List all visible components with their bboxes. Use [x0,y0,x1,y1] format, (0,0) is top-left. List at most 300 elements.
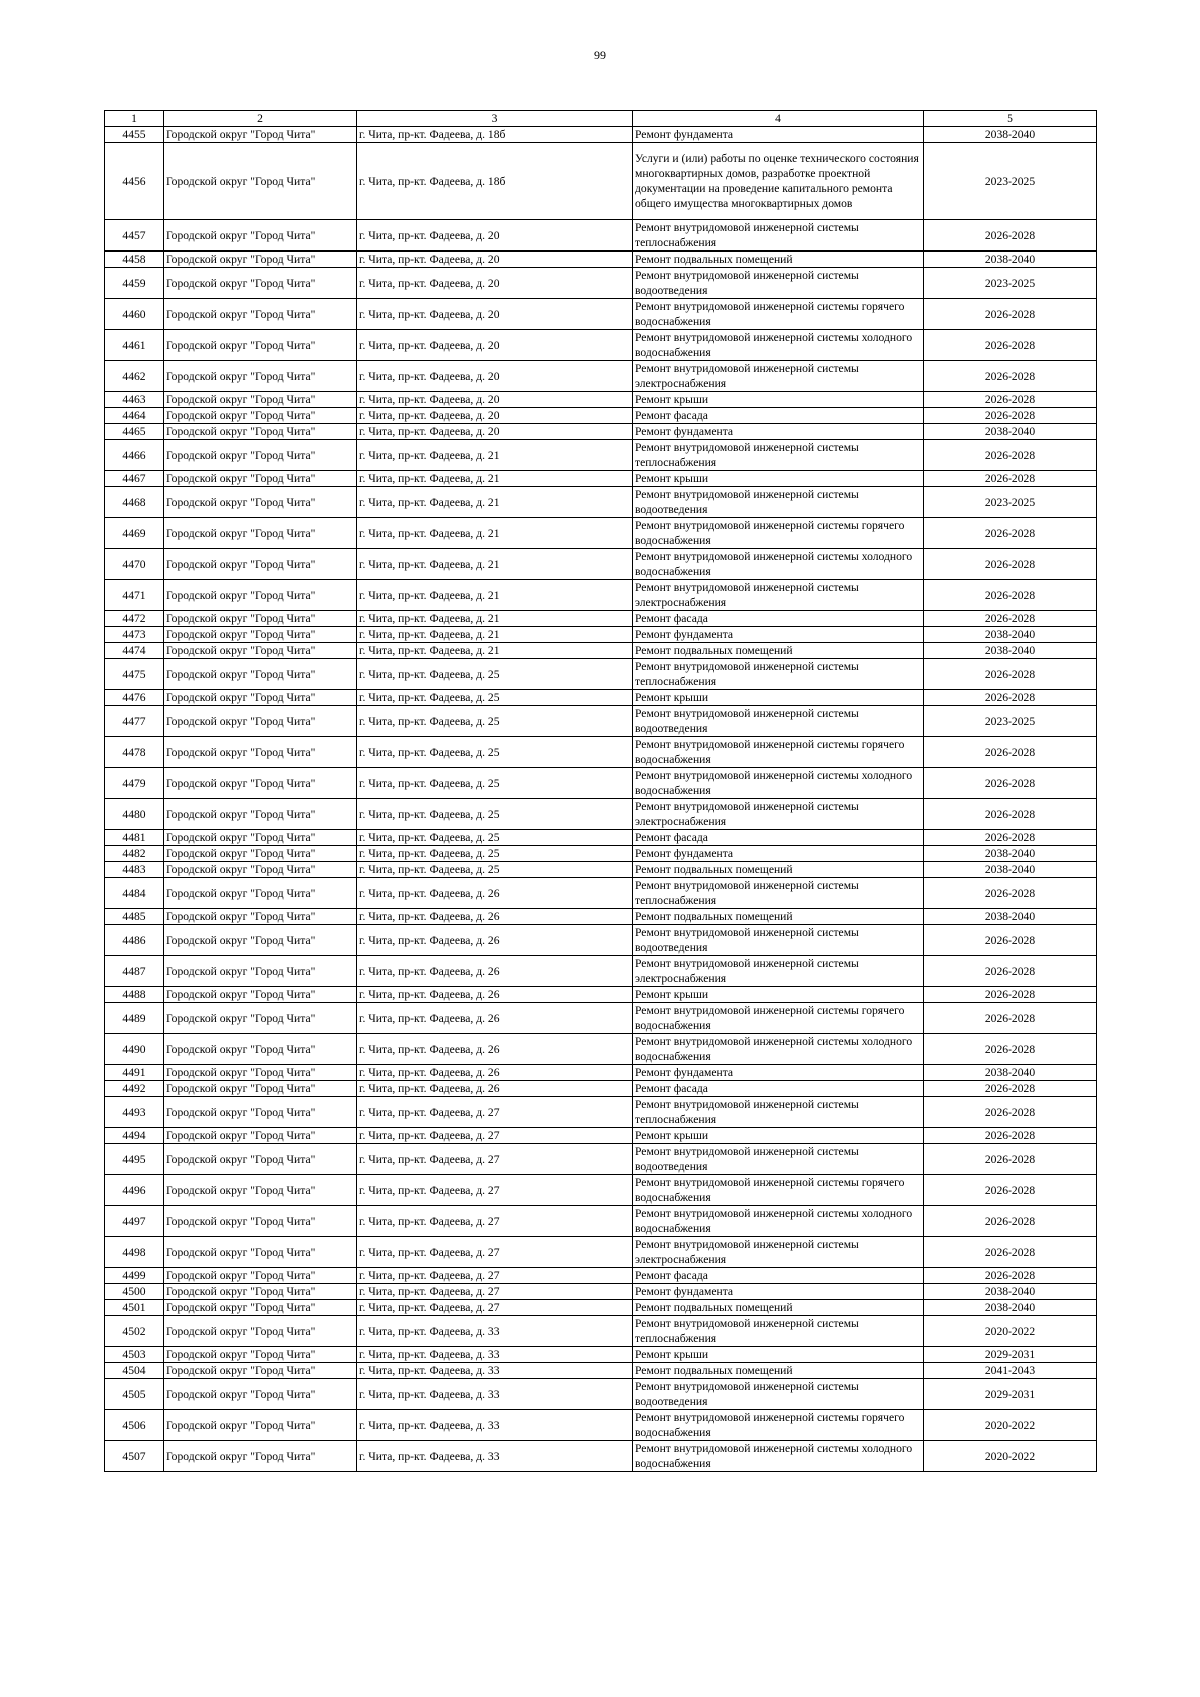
address-cell: г. Чита, пр-кт. Фадеева, д. 25 [357,690,633,706]
table-row [105,643,1097,659]
table-row [105,1003,1097,1034]
column-header-5: 5 [924,111,1097,127]
work-type-cell: Ремонт внутридомовой инженерной системы теплоснабжения [633,220,924,252]
row-number: 4463 [105,392,164,408]
municipality-cell: Городской округ "Город Чита" [164,1441,357,1472]
table-row [105,1175,1097,1206]
row-number: 4479 [105,768,164,799]
row-number: 4477 [105,706,164,737]
address-cell: г. Чита, пр-кт. Фадеева, д. 18б [357,127,633,143]
municipality-cell: Городской округ "Город Чита" [164,737,357,768]
municipality-cell: Городской округ "Город Чита" [164,408,357,424]
table-row [105,768,1097,799]
municipality-cell: Городской округ "Город Чита" [164,925,357,956]
table-row [105,299,1097,330]
period-cell: 2038-2040 [924,643,1097,659]
address-cell: г. Чита, пр-кт. Фадеева, д. 26 [357,909,633,925]
row-number: 4483 [105,862,164,878]
table-row [105,518,1097,549]
work-type-cell: Ремонт внутридомовой инженерной системы холодного водоснабжения [633,768,924,799]
table-row [105,925,1097,956]
row-number: 4480 [105,799,164,830]
row-number: 4498 [105,1237,164,1268]
municipality-cell: Городской округ "Город Чита" [164,1175,357,1206]
table-row [105,706,1097,737]
period-cell: 2038-2040 [924,627,1097,643]
period-cell: 2026-2028 [924,580,1097,611]
address-cell: г. Чита, пр-кт. Фадеева, д. 25 [357,659,633,690]
municipality-cell: Городской округ "Город Чита" [164,1081,357,1097]
period-cell: 2038-2040 [924,1300,1097,1316]
work-type-cell: Ремонт внутридомовой инженерной системы электроснабжения [633,1237,924,1268]
work-type-cell: Ремонт внутридомовой инженерной системы теплоснабжения [633,440,924,471]
address-cell: г. Чита, пр-кт. Фадеева, д. 20 [357,408,633,424]
work-type-cell: Ремонт подвальных помещений [633,251,924,268]
municipality-cell: Городской округ "Город Чита" [164,487,357,518]
period-cell: 2038-2040 [924,846,1097,862]
work-type-cell: Ремонт фасада [633,611,924,627]
row-number: 4500 [105,1284,164,1300]
work-type-cell: Ремонт фасада [633,408,924,424]
work-type-cell: Ремонт крыши [633,690,924,706]
table-row [105,408,1097,424]
municipality-cell: Городской округ "Город Чита" [164,611,357,627]
address-cell: г. Чита, пр-кт. Фадеева, д. 21 [357,580,633,611]
address-cell: г. Чита, пр-кт. Фадеева, д. 27 [357,1206,633,1237]
row-number: 4481 [105,830,164,846]
row-number: 4485 [105,909,164,925]
municipality-cell: Городской округ "Город Чита" [164,1034,357,1065]
period-cell: 2026-2028 [924,549,1097,580]
row-number: 4501 [105,1300,164,1316]
period-cell: 2023-2025 [924,706,1097,737]
period-cell: 2026-2028 [924,299,1097,330]
municipality-cell: Городской округ "Город Чита" [164,549,357,580]
table-row [105,956,1097,987]
table-row [105,1065,1097,1081]
row-number: 4488 [105,987,164,1003]
period-cell: 2026-2028 [924,956,1097,987]
municipality-cell: Городской округ "Город Чита" [164,1316,357,1347]
period-cell: 2023-2025 [924,268,1097,299]
address-cell: г. Чита, пр-кт. Фадеева, д. 27 [357,1268,633,1284]
address-cell: г. Чита, пр-кт. Фадеева, д. 25 [357,862,633,878]
work-type-cell: Ремонт внутридомовой инженерной системы холодного водоснабжения [633,1206,924,1237]
period-cell: 2026-2028 [924,878,1097,909]
table-row [105,251,1097,268]
work-type-cell: Ремонт внутридомовой инженерной системы водоотведения [633,1144,924,1175]
period-cell: 2026-2028 [924,330,1097,361]
row-number: 4487 [105,956,164,987]
address-cell: г. Чита, пр-кт. Фадеева, д. 20 [357,251,633,268]
address-cell: г. Чита, пр-кт. Фадеева, д. 27 [357,1300,633,1316]
period-cell: 2026-2028 [924,799,1097,830]
row-number: 4471 [105,580,164,611]
municipality-cell: Городской округ "Город Чита" [164,392,357,408]
table-row [105,846,1097,862]
period-cell: 2026-2028 [924,690,1097,706]
row-number: 4496 [105,1175,164,1206]
municipality-cell: Городской округ "Город Чита" [164,768,357,799]
municipality-cell: Городской округ "Город Чита" [164,706,357,737]
table-row [105,268,1097,299]
row-number: 4462 [105,361,164,392]
address-cell: г. Чита, пр-кт. Фадеева, д. 33 [357,1410,633,1441]
address-cell: г. Чита, пр-кт. Фадеева, д. 21 [357,549,633,580]
table-row [105,1081,1097,1097]
work-type-cell: Ремонт подвальных помещений [633,1363,924,1379]
municipality-cell: Городской округ "Город Чита" [164,1097,357,1128]
row-number: 4469 [105,518,164,549]
address-cell: г. Чита, пр-кт. Фадеева, д. 21 [357,471,633,487]
table-row [105,830,1097,846]
work-type-cell: Ремонт внутридомовой инженерной системы электроснабжения [633,580,924,611]
work-type-cell: Ремонт внутридомовой инженерной системы теплоснабжения [633,878,924,909]
capital-repair-table [104,110,1097,1472]
address-cell: г. Чита, пр-кт. Фадеева, д. 21 [357,627,633,643]
period-cell: 2026-2028 [924,768,1097,799]
period-cell: 2020-2022 [924,1441,1097,1472]
period-cell: 2026-2028 [924,361,1097,392]
municipality-cell: Городской округ "Город Чита" [164,659,357,690]
row-number: 4456 [105,143,164,220]
period-cell: 2038-2040 [924,251,1097,268]
work-type-cell: Ремонт внутридомовой инженерной системы электроснабжения [633,799,924,830]
period-cell: 2026-2028 [924,471,1097,487]
work-type-cell: Ремонт подвальных помещений [633,862,924,878]
table-row [105,690,1097,706]
address-cell: г. Чита, пр-кт. Фадеева, д. 27 [357,1097,633,1128]
work-type-cell: Ремонт внутридомовой инженерной системы горячего водоснабжения [633,1003,924,1034]
period-cell: 2026-2028 [924,440,1097,471]
period-cell: 2038-2040 [924,127,1097,143]
row-number: 4497 [105,1206,164,1237]
period-cell: 2029-2031 [924,1347,1097,1363]
row-number: 4470 [105,549,164,580]
work-type-cell: Ремонт фундамента [633,424,924,440]
municipality-cell: Городской округ "Город Чита" [164,1300,357,1316]
municipality-cell: Городской округ "Город Чита" [164,846,357,862]
row-number: 4490 [105,1034,164,1065]
row-number: 4493 [105,1097,164,1128]
period-cell: 2026-2028 [924,925,1097,956]
work-type-cell: Ремонт подвальных помещений [633,643,924,659]
row-number: 4502 [105,1316,164,1347]
table-header-row [105,111,1097,127]
work-type-cell: Ремонт фундамента [633,1065,924,1081]
period-cell: 2038-2040 [924,424,1097,440]
table-row [105,143,1097,220]
address-cell: г. Чита, пр-кт. Фадеева, д. 20 [357,361,633,392]
period-cell: 2020-2022 [924,1410,1097,1441]
period-cell: 2026-2028 [924,518,1097,549]
table-row [105,1300,1097,1316]
row-number: 4467 [105,471,164,487]
row-number: 4484 [105,878,164,909]
column-header-3: 3 [357,111,633,127]
period-cell: 2026-2028 [924,1034,1097,1065]
municipality-cell: Городской округ "Город Чита" [164,299,357,330]
municipality-cell: Городской округ "Город Чита" [164,471,357,487]
row-number: 4507 [105,1441,164,1472]
municipality-cell: Городской округ "Город Чита" [164,1379,357,1410]
municipality-cell: Городской округ "Город Чита" [164,627,357,643]
municipality-cell: Городской округ "Город Чита" [164,1410,357,1441]
period-cell: 2026-2028 [924,1144,1097,1175]
row-number: 4461 [105,330,164,361]
municipality-cell: Городской округ "Город Чита" [164,440,357,471]
address-cell: г. Чита, пр-кт. Фадеева, д. 27 [357,1237,633,1268]
row-number: 4495 [105,1144,164,1175]
column-header-2: 2 [164,111,357,127]
municipality-cell: Городской округ "Город Чита" [164,1128,357,1144]
address-cell: г. Чита, пр-кт. Фадеева, д. 27 [357,1144,633,1175]
period-cell: 2026-2028 [924,1097,1097,1128]
work-type-cell: Ремонт внутридомовой инженерной системы теплоснабжения [633,1097,924,1128]
table-row [105,627,1097,643]
municipality-cell: Городской округ "Город Чита" [164,143,357,220]
period-cell: 2029-2031 [924,1379,1097,1410]
municipality-cell: Городской округ "Город Чита" [164,424,357,440]
municipality-cell: Городской округ "Город Чита" [164,830,357,846]
period-cell: 2038-2040 [924,1284,1097,1300]
period-cell: 2026-2028 [924,737,1097,768]
row-number: 4455 [105,127,164,143]
municipality-cell: Городской округ "Город Чита" [164,580,357,611]
table-row [105,549,1097,580]
table-row [105,440,1097,471]
work-type-cell: Ремонт внутридомовой инженерной системы горячего водоснабжения [633,299,924,330]
municipality-cell: Городской округ "Город Чита" [164,330,357,361]
work-type-cell: Ремонт внутридомовой инженерной системы холодного водоснабжения [633,549,924,580]
period-cell: 2026-2028 [924,392,1097,408]
address-cell: г. Чита, пр-кт. Фадеева, д. 25 [357,799,633,830]
row-number: 4465 [105,424,164,440]
municipality-cell: Городской округ "Город Чита" [164,268,357,299]
period-cell: 2026-2028 [924,408,1097,424]
period-cell: 2026-2028 [924,1175,1097,1206]
work-type-cell: Ремонт крыши [633,1347,924,1363]
table-row [105,487,1097,518]
municipality-cell: Городской округ "Город Чита" [164,1363,357,1379]
municipality-cell: Городской округ "Город Чита" [164,1237,357,1268]
municipality-cell: Городской округ "Город Чита" [164,518,357,549]
address-cell: г. Чита, пр-кт. Фадеева, д. 21 [357,487,633,518]
municipality-cell: Городской округ "Город Чита" [164,1003,357,1034]
period-cell: 2023-2025 [924,487,1097,518]
page-number: 99 [594,48,606,62]
work-type-cell: Ремонт внутридомовой инженерной системы горячего водоснабжения [633,1175,924,1206]
table-row [105,909,1097,925]
address-cell: г. Чита, пр-кт. Фадеева, д. 25 [357,737,633,768]
work-type-cell: Ремонт крыши [633,392,924,408]
period-cell: 2026-2028 [924,659,1097,690]
row-number: 4478 [105,737,164,768]
work-type-cell: Ремонт крыши [633,471,924,487]
address-cell: г. Чита, пр-кт. Фадеева, д. 33 [357,1363,633,1379]
row-number: 4476 [105,690,164,706]
address-cell: г. Чита, пр-кт. Фадеева, д. 26 [357,987,633,1003]
table-body [105,111,1097,1472]
work-type-cell: Ремонт крыши [633,1128,924,1144]
municipality-cell: Городской округ "Город Чита" [164,862,357,878]
address-cell: г. Чита, пр-кт. Фадеева, д. 20 [357,424,633,440]
table-row [105,361,1097,392]
row-number: 4491 [105,1065,164,1081]
address-cell: г. Чита, пр-кт. Фадеева, д. 26 [357,956,633,987]
table-row [105,127,1097,143]
work-type-cell: Ремонт внутридомовой инженерной системы холодного водоснабжения [633,1441,924,1472]
row-number: 4506 [105,1410,164,1441]
work-type-cell: Ремонт внутридомовой инженерной системы холодного водоснабжения [633,330,924,361]
work-type-cell: Ремонт подвальных помещений [633,1300,924,1316]
address-cell: г. Чита, пр-кт. Фадеева, д. 26 [357,1081,633,1097]
address-cell: г. Чита, пр-кт. Фадеева, д. 25 [357,768,633,799]
table-row [105,1284,1097,1300]
column-header-1: 1 [105,111,164,127]
row-number: 4468 [105,487,164,518]
municipality-cell: Городской округ "Город Чита" [164,799,357,830]
table-row [105,659,1097,690]
address-cell: г. Чита, пр-кт. Фадеева, д. 26 [357,925,633,956]
period-cell: 2026-2028 [924,1128,1097,1144]
work-type-cell: Ремонт фундамента [633,127,924,143]
table-row [105,330,1097,361]
table-row [105,1316,1097,1347]
table-row [105,878,1097,909]
work-type-cell: Ремонт внутридомовой инженерной системы водоотведения [633,487,924,518]
table-row [105,580,1097,611]
row-number: 4475 [105,659,164,690]
work-type-cell: Ремонт внутридомовой инженерной системы горячего водоснабжения [633,737,924,768]
work-type-cell: Ремонт внутридомовой инженерной системы водоотведения [633,925,924,956]
address-cell: г. Чита, пр-кт. Фадеева, д. 27 [357,1175,633,1206]
address-cell: г. Чита, пр-кт. Фадеева, д. 26 [357,878,633,909]
address-cell: г. Чита, пр-кт. Фадеева, д. 25 [357,706,633,737]
table-row [105,1268,1097,1284]
work-type-cell: Ремонт внутридомовой инженерной системы горячего водоснабжения [633,1410,924,1441]
municipality-cell: Городской округ "Город Чита" [164,1206,357,1237]
address-cell: г. Чита, пр-кт. Фадеева, д. 20 [357,330,633,361]
row-number: 4505 [105,1379,164,1410]
column-header-4: 4 [633,111,924,127]
work-type-cell: Ремонт внутридомовой инженерной системы холодного водоснабжения [633,1034,924,1065]
period-cell: 2038-2040 [924,1065,1097,1081]
work-type-cell: Ремонт фасада [633,1268,924,1284]
work-type-cell: Ремонт фундамента [633,1284,924,1300]
address-cell: г. Чита, пр-кт. Фадеева, д. 25 [357,846,633,862]
table-row [105,1237,1097,1268]
row-number: 4473 [105,627,164,643]
address-cell: г. Чита, пр-кт. Фадеева, д. 20 [357,299,633,330]
row-number: 4457 [105,220,164,252]
work-type-cell: Ремонт подвальных помещений [633,909,924,925]
row-number: 4464 [105,408,164,424]
table-row [105,1410,1097,1441]
municipality-cell: Городской округ "Город Чита" [164,1347,357,1363]
work-type-cell: Ремонт внутридомовой инженерной системы горячего водоснабжения [633,518,924,549]
address-cell: г. Чита, пр-кт. Фадеева, д. 21 [357,440,633,471]
period-cell: 2026-2028 [924,1206,1097,1237]
period-cell: 2026-2028 [924,611,1097,627]
table-row [105,1347,1097,1363]
row-number: 4472 [105,611,164,627]
row-number: 4482 [105,846,164,862]
table-row [105,1363,1097,1379]
municipality-cell: Городской округ "Город Чита" [164,909,357,925]
work-type-cell: Ремонт внутридомовой инженерной системы водоотведения [633,1379,924,1410]
table-row [105,862,1097,878]
table-row [105,1128,1097,1144]
period-cell: 2026-2028 [924,1081,1097,1097]
period-cell: 2026-2028 [924,1003,1097,1034]
work-type-cell: Ремонт внутридомовой инженерной системы электроснабжения [633,956,924,987]
municipality-cell: Городской округ "Город Чита" [164,643,357,659]
municipality-cell: Городской округ "Город Чита" [164,1268,357,1284]
row-number: 4466 [105,440,164,471]
row-number: 4503 [105,1347,164,1363]
period-cell: 2038-2040 [924,909,1097,925]
work-type-cell: Ремонт крыши [633,987,924,1003]
address-cell: г. Чита, пр-кт. Фадеева, д. 25 [357,830,633,846]
address-cell: г. Чита, пр-кт. Фадеева, д. 33 [357,1379,633,1410]
period-cell: 2026-2028 [924,830,1097,846]
table-row [105,1206,1097,1237]
row-number: 4504 [105,1363,164,1379]
address-cell: г. Чита, пр-кт. Фадеева, д. 27 [357,1284,633,1300]
table-row [105,220,1097,252]
address-cell: г. Чита, пр-кт. Фадеева, д. 33 [357,1347,633,1363]
municipality-cell: Городской округ "Город Чита" [164,220,357,252]
row-number: 4492 [105,1081,164,1097]
address-cell: г. Чита, пр-кт. Фадеева, д. 33 [357,1441,633,1472]
address-cell: г. Чита, пр-кт. Фадеева, д. 20 [357,220,633,252]
address-cell: г. Чита, пр-кт. Фадеева, д. 20 [357,268,633,299]
period-cell: 2026-2028 [924,220,1097,252]
work-type-cell: Ремонт фундамента [633,846,924,862]
work-type-cell: Ремонт фундамента [633,627,924,643]
row-number: 4499 [105,1268,164,1284]
period-cell: 2038-2040 [924,862,1097,878]
municipality-cell: Городской округ "Город Чита" [164,690,357,706]
table-row [105,987,1097,1003]
table-row [105,1034,1097,1065]
municipality-cell: Городской округ "Город Чита" [164,127,357,143]
municipality-cell: Городской округ "Город Чита" [164,956,357,987]
municipality-cell: Городской округ "Город Чита" [164,1065,357,1081]
period-cell: 2023-2025 [924,143,1097,220]
table-row [105,1144,1097,1175]
work-type-cell: Ремонт внутридомовой инженерной системы теплоснабжения [633,659,924,690]
work-type-cell: Ремонт внутридомовой инженерной системы водоотведения [633,268,924,299]
row-number: 4458 [105,251,164,268]
period-cell: 2026-2028 [924,1237,1097,1268]
work-type-cell: Ремонт внутридомовой инженерной системы водоотведения [633,706,924,737]
work-type-cell: Ремонт фасада [633,1081,924,1097]
table-row [105,1097,1097,1128]
period-cell: 2041-2043 [924,1363,1097,1379]
table-row [105,392,1097,408]
address-cell: г. Чита, пр-кт. Фадеева, д. 26 [357,1003,633,1034]
period-cell: 2020-2022 [924,1316,1097,1347]
table-row [105,471,1097,487]
municipality-cell: Городской округ "Город Чита" [164,987,357,1003]
table-row [105,799,1097,830]
municipality-cell: Городской округ "Город Чита" [164,361,357,392]
address-cell: г. Чита, пр-кт. Фадеева, д. 18б [357,143,633,220]
table-row [105,737,1097,768]
work-type-cell: Ремонт фасада [633,830,924,846]
